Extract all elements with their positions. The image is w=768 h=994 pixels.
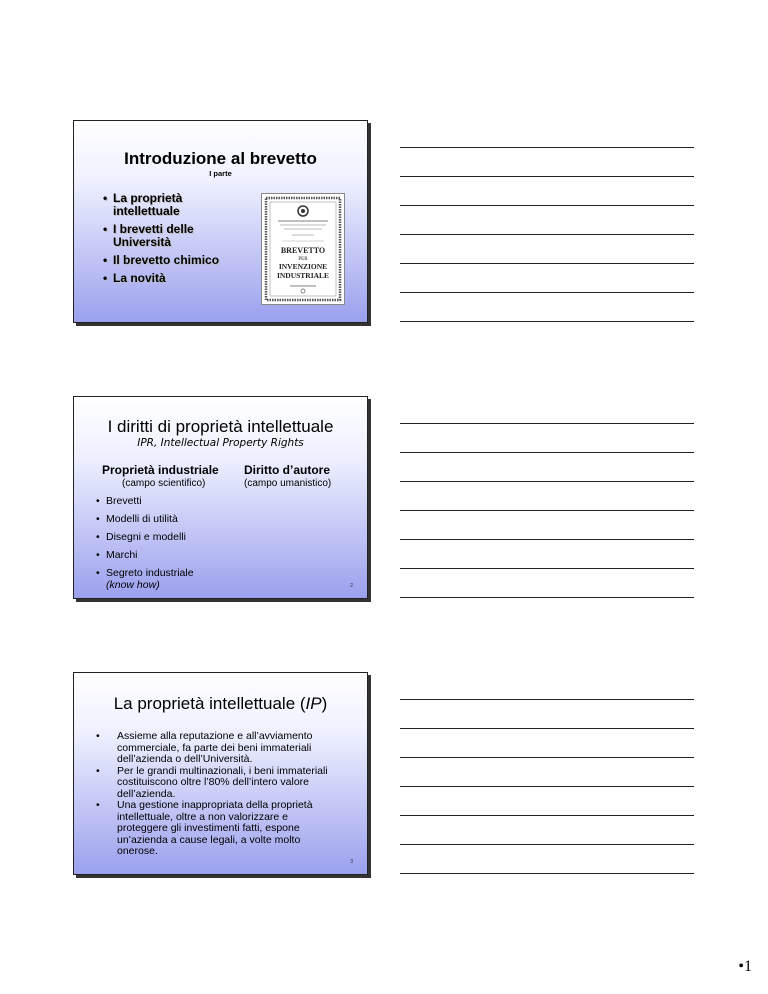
column-copyright-subheading: (campo umanistico) xyxy=(244,478,332,489)
slide-2 xyxy=(73,396,368,599)
slide-1-title: Introduzione al brevetto xyxy=(124,149,317,168)
column-industrial-subheading: (campo scientifico) xyxy=(122,478,206,489)
note-line xyxy=(400,815,694,816)
note-line xyxy=(400,844,694,845)
bullet-item: • Una gestione inappropriata della proprietà intellettuale, oltre a non valorizzare e proteggere gli investimenti fatti, espone un’azienda a cause legali, a volte molto onerose. xyxy=(88,800,328,858)
slide-2-subtitle: IPR, Intellectual Property Rights xyxy=(137,437,304,449)
note-line xyxy=(400,728,694,729)
certificate-line: INVENZIONE xyxy=(278,262,328,271)
note-line xyxy=(400,597,694,598)
slide-1-subtitle: I parte xyxy=(209,169,232,178)
note-line xyxy=(400,147,694,148)
note-line xyxy=(400,234,694,235)
note-line xyxy=(400,510,694,511)
certificate-line: PER xyxy=(298,257,308,262)
note-line xyxy=(400,292,694,293)
bullet-item: • Assieme alla reputazione e all’avviamento commerciale, fa parte dei beni immateriali dell’azienda o dell’Università. xyxy=(88,731,328,766)
bullet-item: • La proprietà intellettuale xyxy=(103,192,248,218)
bullet-item: • La novità xyxy=(103,272,248,285)
bullet-item: • Modelli di utilità xyxy=(94,513,254,525)
note-line xyxy=(400,263,694,264)
know-how-note: (know how) xyxy=(106,579,160,591)
page-number: •1 xyxy=(738,958,752,975)
slide-3 xyxy=(73,672,368,875)
bullet-item: • Disegni e modelli xyxy=(94,531,254,543)
column-industrial-heading: Proprietà industriale xyxy=(102,463,219,477)
note-line xyxy=(400,481,694,482)
slide-2-bullets xyxy=(94,495,254,591)
note-line xyxy=(400,568,694,569)
certificate-line: INDUSTRIALE xyxy=(276,271,330,280)
note-line xyxy=(400,873,694,874)
slide-number: 3 xyxy=(350,859,353,865)
note-line xyxy=(400,423,694,424)
slide-3-bullets xyxy=(88,731,328,858)
bullet-item: • Il brevetto chimico xyxy=(103,254,248,267)
bullet-item xyxy=(94,567,254,591)
slide-1-bullets xyxy=(103,192,248,290)
note-line xyxy=(400,321,694,322)
bullet-item: • Per le grandi multinazionali, i beni immateriali costituiscono oltre l’80% dell’intero valore dell’azienda. xyxy=(88,766,328,801)
slide-2-title: I diritti di proprietà intellettuale xyxy=(107,417,334,436)
note-line xyxy=(400,205,694,206)
bullet-item: • I brevetti delle Università xyxy=(103,223,248,249)
slide-number: 2 xyxy=(350,583,353,589)
slide-3-title xyxy=(74,694,367,714)
title-abbrev: IP xyxy=(305,694,322,713)
column-copyright-heading: Diritto d’autore xyxy=(244,463,330,477)
note-line xyxy=(400,786,694,787)
title-text-end: ) xyxy=(321,694,328,713)
slide-1 xyxy=(73,120,368,323)
note-line xyxy=(400,452,694,453)
note-line xyxy=(400,699,694,700)
bullet-text: Segreto industriale xyxy=(106,567,194,579)
note-line xyxy=(400,757,694,758)
note-line xyxy=(400,176,694,177)
note-line xyxy=(400,539,694,540)
certificate-line: BREVETTO xyxy=(280,246,326,255)
title-text: La proprietà intellettuale ( xyxy=(113,694,306,713)
patent-certificate-image xyxy=(261,193,345,305)
bullet-item: • Brevetti xyxy=(94,495,254,507)
bullet-item: • Marchi xyxy=(94,549,254,561)
